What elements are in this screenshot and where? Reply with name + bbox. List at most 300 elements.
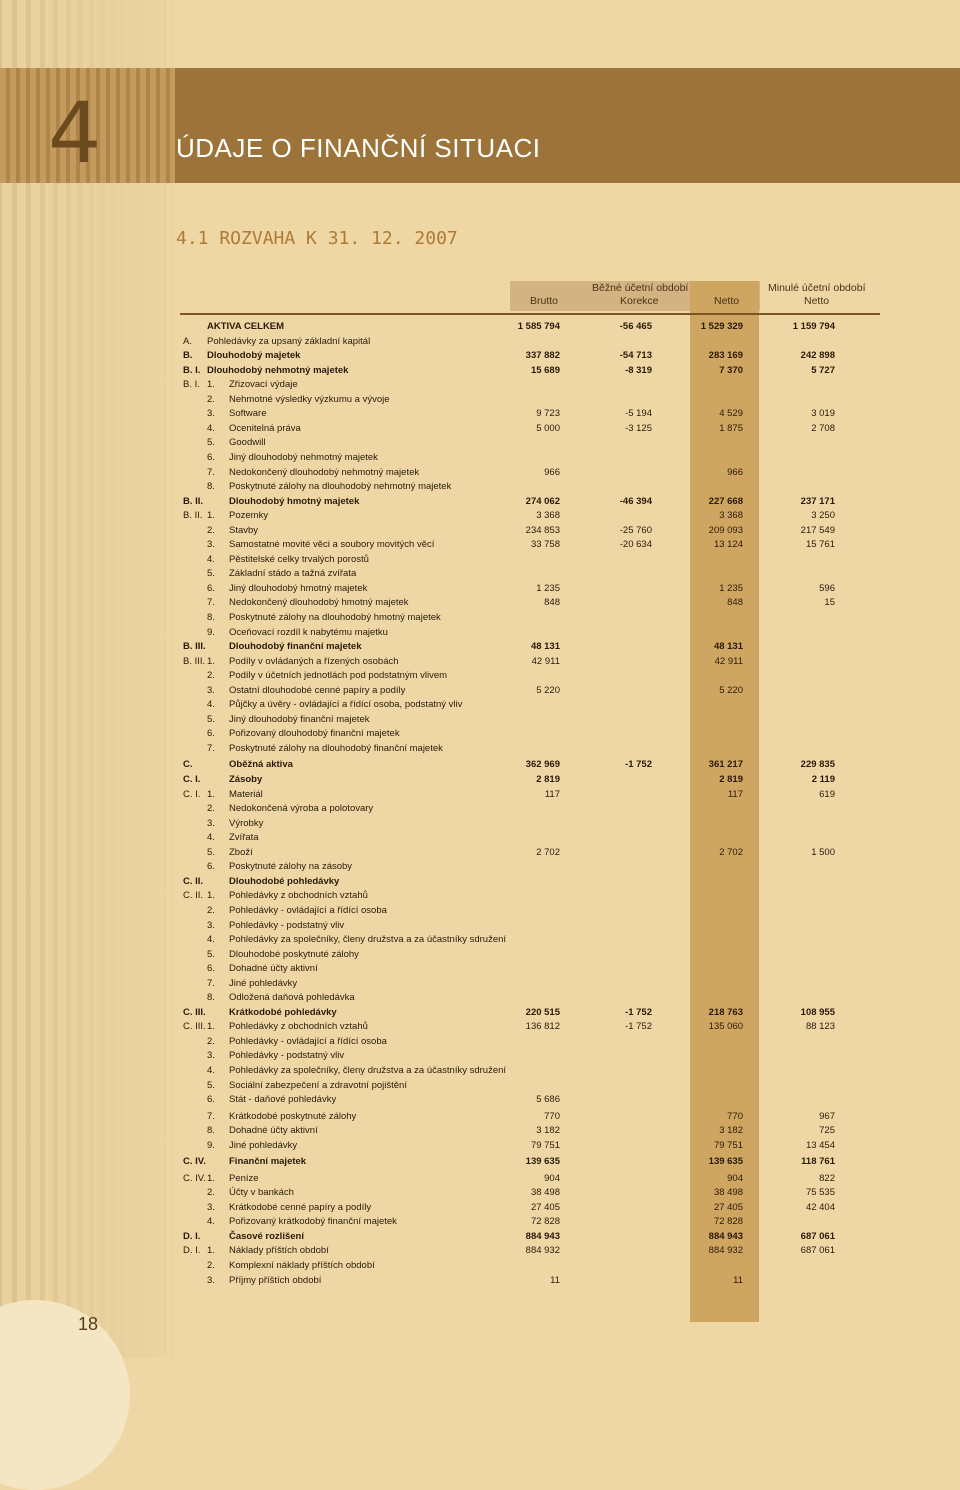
- value-brutto: 72 828: [530, 1216, 560, 1228]
- table-row: [0, 1079, 960, 1093]
- row-label: Zboží: [229, 846, 253, 858]
- row-label: Materiál: [229, 788, 263, 800]
- row-number: 4.: [207, 422, 215, 434]
- table-row: [0, 1215, 960, 1229]
- value-netto: 1 875: [719, 422, 743, 434]
- row-number: 1.: [207, 890, 215, 902]
- table-row: [0, 655, 960, 669]
- value-netto-previous: 13 454: [805, 1139, 835, 1151]
- row-number: 2.: [207, 393, 215, 405]
- value-brutto: 2 702: [536, 846, 560, 858]
- value-brutto: 38 498: [530, 1187, 560, 1199]
- header-netto: Netto: [714, 295, 740, 307]
- value-korekce: -54 713: [619, 350, 652, 362]
- value-brutto: 3 182: [536, 1125, 560, 1137]
- table-row: [0, 773, 960, 787]
- value-netto: 72 828: [713, 1216, 743, 1228]
- value-netto-previous: 687 061: [800, 1230, 835, 1242]
- row-label: Dlouhodobý nehmotný majetek: [207, 364, 349, 376]
- value-brutto: 3 368: [536, 510, 560, 522]
- value-netto-previous: 687 061: [800, 1245, 835, 1257]
- row-label: Pozemky: [229, 510, 269, 522]
- row-label: Zásoby: [229, 774, 263, 785]
- value-netto: 3 182: [719, 1125, 743, 1137]
- table-row: [0, 495, 960, 509]
- value-brutto: 42 911: [531, 655, 560, 667]
- row-code: C. IV.: [183, 1156, 206, 1168]
- row-label: Pořizovaný krátkodobý finanční majetek: [229, 1216, 397, 1228]
- row-code: B. II.: [183, 510, 203, 522]
- row-code: B. III.: [183, 641, 206, 653]
- table-row: [0, 1259, 960, 1273]
- row-label: Oběžná aktiva: [229, 759, 293, 771]
- row-code: C. I.: [183, 774, 201, 785]
- row-label: Stát - daňové pohledávky: [229, 1094, 337, 1106]
- row-code: B. I.: [183, 379, 200, 391]
- table-row: [0, 1244, 960, 1258]
- value-brutto: 79 751: [530, 1139, 560, 1151]
- row-label: Náklady příštích období: [229, 1245, 329, 1257]
- value-netto: 218 763: [708, 1006, 743, 1018]
- table-row: [0, 875, 960, 889]
- row-label: Podíly v účetních jednotlách pod podstatným vlivem: [229, 670, 448, 682]
- value-brutto: 770: [544, 1110, 560, 1122]
- table-row: [0, 889, 960, 903]
- value-brutto: 15 689: [530, 364, 560, 376]
- row-label: Nedokončená výroba a polotovary: [229, 803, 374, 815]
- row-number: 4.: [207, 1216, 215, 1228]
- row-label: Dlouhodobý majetek: [207, 350, 301, 362]
- row-number: 5.: [207, 1079, 215, 1091]
- row-number: 2.: [207, 1260, 215, 1271]
- row-label: Pěstitelské celky trvalých porostů: [229, 553, 369, 565]
- row-label: Komplexní náklady příštích období: [229, 1260, 375, 1271]
- value-brutto: 966: [544, 466, 560, 478]
- value-netto-previous: 3 250: [811, 510, 835, 522]
- table-row: [0, 509, 960, 523]
- value-netto-previous: 217 549: [800, 524, 835, 536]
- table-row: [0, 1172, 960, 1186]
- value-netto: 4 529: [719, 408, 743, 420]
- table-row: [0, 1155, 960, 1169]
- value-korekce: -56 465: [619, 321, 652, 332]
- table-row: [0, 582, 960, 596]
- value-netto: 11: [733, 1274, 743, 1286]
- table-row: [0, 320, 960, 334]
- table-row: [0, 378, 960, 392]
- value-brutto: 11: [550, 1274, 560, 1286]
- row-code: B. I.: [183, 364, 201, 376]
- row-label: Podíly v ovládaných a řízených osobách: [229, 655, 399, 667]
- table-row: [0, 1064, 960, 1078]
- table-row: [0, 626, 960, 640]
- row-number: 9.: [207, 626, 215, 638]
- table-row: [0, 1110, 960, 1124]
- table-row: [0, 933, 960, 947]
- row-label: Příjmy příštích období: [229, 1274, 322, 1286]
- row-label: Pohledávky - podstatný vliv: [229, 919, 345, 931]
- chapter-title: ÚDAJE O FINANČNÍ SITUACI: [176, 133, 541, 163]
- value-netto-previous: 242 898: [800, 350, 835, 362]
- row-label: Software: [229, 408, 267, 420]
- table-row: [0, 611, 960, 625]
- table-row: [0, 669, 960, 683]
- row-code: C. II.: [183, 875, 204, 887]
- value-netto-previous: 5 727: [811, 364, 835, 376]
- row-number: 7.: [207, 466, 215, 478]
- value-brutto: 1 235: [536, 582, 560, 594]
- row-number: 3.: [207, 684, 215, 696]
- row-number: 5.: [207, 437, 215, 449]
- value-netto: 5 220: [719, 684, 743, 696]
- table-row: [0, 407, 960, 421]
- chapter-number: 4: [48, 84, 100, 182]
- table-row: [0, 349, 960, 363]
- row-number: 6.: [207, 1094, 215, 1106]
- row-label: Nedokončený dlouhodobý nehmotný majetek: [229, 466, 420, 478]
- row-label: Poskytnuté zálohy na dlouhodobý hmotný majetek: [229, 612, 441, 623]
- row-number: 8.: [207, 1125, 215, 1137]
- table-row: [0, 1186, 960, 1200]
- value-netto: 283 169: [708, 350, 743, 362]
- header-rule: [180, 313, 880, 315]
- row-code: C. II.: [183, 890, 204, 902]
- row-number: 7.: [207, 597, 215, 609]
- value-netto: 117: [727, 788, 743, 800]
- value-netto: 209 093: [708, 524, 743, 536]
- header-current-period: Běžné účetní období: [592, 282, 689, 294]
- row-label: AKTIVA CELKEM: [207, 321, 285, 332]
- row-label: Samostatné movité věci a soubory movitých věcí: [229, 539, 435, 551]
- value-brutto: 136 812: [525, 1021, 560, 1033]
- value-brutto: 9 723: [536, 408, 560, 420]
- value-brutto: 220 515: [525, 1006, 560, 1018]
- header-band: [0, 68, 960, 183]
- table-row: [0, 1230, 960, 1244]
- row-code: B.: [183, 350, 193, 362]
- table-row: [0, 713, 960, 727]
- row-label: Odložená daňová pohledávka: [229, 992, 355, 1004]
- value-korekce: -8 319: [625, 364, 652, 376]
- row-label: Dohadné účty aktivní: [229, 1125, 318, 1137]
- table-row: [0, 802, 960, 816]
- row-number: 7.: [207, 742, 215, 754]
- row-code: B. II.: [183, 495, 204, 507]
- row-number: 5.: [207, 948, 215, 960]
- row-label: Poskytnuté zálohy na dlouhodobý finanční majetek: [229, 742, 443, 754]
- row-code: D. I.: [183, 1245, 201, 1257]
- table-row: [0, 977, 960, 991]
- row-code: C. III.: [183, 1021, 206, 1033]
- value-netto: 135 060: [708, 1021, 743, 1033]
- row-number: 3.: [207, 1274, 215, 1286]
- row-number: 6.: [207, 963, 215, 975]
- value-netto: 848: [727, 597, 743, 609]
- row-number: 1.: [207, 655, 215, 667]
- table-row: [0, 553, 960, 567]
- row-label: Dlouhodobé poskytnuté zálohy: [229, 948, 359, 960]
- row-number: 3.: [207, 539, 215, 551]
- value-brutto: 904: [544, 1172, 560, 1184]
- row-number: 3.: [207, 408, 215, 420]
- table-row: [0, 742, 960, 756]
- value-netto-previous: 108 955: [800, 1006, 835, 1018]
- row-number: 4.: [207, 553, 215, 565]
- value-netto: 13 124: [713, 539, 743, 551]
- table-row: [0, 436, 960, 450]
- value-netto: 770: [727, 1110, 743, 1122]
- header-korekce: Korekce: [620, 295, 659, 307]
- row-label: Sociální zabezpečení a zdravotní pojištění: [229, 1079, 407, 1091]
- row-number: 8.: [207, 481, 215, 493]
- row-number: 5.: [207, 568, 215, 580]
- value-netto-previous: 75 535: [805, 1187, 835, 1199]
- value-netto: 48 131: [713, 641, 743, 653]
- row-label: Jiný dlouhodobý nehmotný majetek: [229, 451, 378, 463]
- value-brutto: 117: [544, 788, 560, 800]
- header-brutto: Brutto: [530, 295, 559, 307]
- value-brutto: 1 585 794: [517, 321, 560, 332]
- value-brutto: 848: [544, 597, 560, 609]
- table-row: [0, 831, 960, 845]
- value-netto-previous: 237 171: [800, 495, 835, 507]
- row-label: Pohledávky - podstatný vliv: [229, 1050, 345, 1062]
- row-label: Dlouhodobý hmotný majetek: [229, 495, 360, 507]
- table-row: [0, 480, 960, 494]
- table-row: [0, 1124, 960, 1138]
- row-code: C. III.: [183, 1006, 206, 1018]
- value-brutto: 33 758: [530, 539, 560, 551]
- row-label: Pohledávky za společníky, členy družstva a za účastníky sdružení: [229, 934, 507, 946]
- value-netto: 361 217: [708, 759, 743, 771]
- value-netto-previous: 967: [819, 1110, 835, 1122]
- row-label: Krátkodobé cenné papíry a podíly: [229, 1201, 372, 1213]
- value-brutto: 5 000: [536, 422, 560, 434]
- row-number: 2.: [207, 524, 215, 536]
- row-label: Pohledávky - ovládající a řídící osoba: [229, 1035, 387, 1047]
- value-korekce: -1 752: [625, 1021, 652, 1033]
- row-number: 2.: [207, 803, 215, 815]
- value-brutto: 5 220: [536, 684, 560, 696]
- header-previous-period: Minulé účetní období: [768, 282, 866, 294]
- table-row: [0, 758, 960, 772]
- value-brutto: 139 635: [525, 1156, 560, 1168]
- value-korekce: -1 752: [625, 759, 652, 771]
- value-netto: 7 370: [719, 364, 743, 376]
- table-row: [0, 596, 960, 610]
- table-row: [0, 538, 960, 552]
- row-number: 1.: [207, 1245, 215, 1257]
- row-label: Jiný dlouhodobý hmotný majetek: [229, 582, 368, 594]
- value-brutto: 48 131: [530, 641, 560, 653]
- table-row: [0, 788, 960, 802]
- row-number: 4.: [207, 699, 215, 711]
- table-row: [0, 364, 960, 378]
- table-row: [0, 567, 960, 581]
- row-number: 2.: [207, 670, 215, 682]
- value-netto-previous: 596: [819, 582, 835, 594]
- row-number: 7.: [207, 1110, 215, 1122]
- value-netto: 884 932: [708, 1245, 743, 1257]
- table-row: [0, 451, 960, 465]
- table-row: [0, 1274, 960, 1288]
- value-netto: 1 529 329: [700, 321, 743, 332]
- row-label: Pohledávky z obchodních vztahů: [229, 890, 368, 902]
- row-label: Ocenitelná práva: [229, 422, 301, 434]
- section-title: 4.1 ROZVAHA K 31. 12. 2007: [176, 228, 458, 249]
- row-code: D. I.: [183, 1230, 201, 1242]
- row-label: Pohledávky z obchodních vztahů: [229, 1021, 368, 1033]
- table-row: [0, 1006, 960, 1020]
- value-brutto: 274 062: [525, 495, 560, 507]
- row-label: Nehmotné výsledky výzkumu a vývoje: [229, 393, 390, 405]
- row-label: Dohadné účty aktivní: [229, 963, 318, 975]
- value-netto-previous: 88 123: [805, 1021, 835, 1033]
- row-label: Poskytnuté zálohy na dlouhodobý nehmotný majetek: [229, 481, 452, 493]
- row-label: Pohledávky - ovládající a řídící osoba: [229, 904, 387, 916]
- table-row: [0, 904, 960, 918]
- value-netto: 227 668: [708, 495, 743, 507]
- row-number: 4.: [207, 832, 215, 844]
- value-brutto: 5 686: [536, 1094, 560, 1106]
- table-row: [0, 524, 960, 538]
- row-label: Goodwill: [229, 437, 266, 449]
- row-number: 6.: [207, 861, 215, 873]
- row-label: Finanční majetek: [229, 1156, 307, 1168]
- value-netto-previous: 118 761: [801, 1156, 835, 1168]
- row-label: Stavby: [229, 524, 259, 536]
- table-row: [0, 846, 960, 860]
- table-row: [0, 1035, 960, 1049]
- row-number: 2.: [207, 1035, 215, 1047]
- row-label: Ostatní dlouhodobé cenné papíry a podíly: [229, 684, 406, 696]
- value-netto: 139 635: [708, 1156, 743, 1168]
- row-label: Jiný dlouhodobý finanční majetek: [229, 713, 370, 725]
- row-label: Nedokončený dlouhodobý hmotný majetek: [229, 597, 409, 609]
- row-number: 1.: [207, 1021, 215, 1033]
- value-netto-previous: 2 708: [811, 422, 835, 434]
- row-label: Jiné pohledávky: [229, 977, 298, 989]
- value-netto: 27 405: [713, 1201, 743, 1213]
- row-label: Půjčky a úvěry - ovládající a řídící osoba, podstatný vliv: [229, 699, 463, 711]
- row-number: 1.: [207, 379, 215, 391]
- value-netto-previous: 42 404: [805, 1201, 835, 1213]
- value-netto: 884 943: [708, 1230, 743, 1242]
- row-label: Zvířata: [229, 832, 259, 844]
- table-row: [0, 962, 960, 976]
- row-number: 5.: [207, 846, 215, 858]
- value-korekce: -5 194: [625, 408, 652, 420]
- table-row: [0, 1093, 960, 1107]
- value-netto-previous: 1 500: [811, 846, 835, 858]
- row-number: 8.: [207, 992, 215, 1004]
- table-row: [0, 640, 960, 654]
- value-netto: 38 498: [713, 1187, 743, 1199]
- value-korekce: -46 394: [619, 495, 652, 507]
- value-netto-previous: 2 119: [811, 774, 835, 785]
- value-netto-previous: 1 159 794: [792, 321, 835, 332]
- row-label: Oceňovací rozdíl k nabytému majetku: [229, 626, 388, 638]
- row-label: Pořizovaný dlouhodobý finanční majetek: [229, 728, 400, 740]
- value-netto: 2 819: [719, 774, 743, 785]
- row-code: C. I.: [183, 788, 201, 800]
- row-label: Poskytnuté zálohy na zásoby: [229, 861, 353, 873]
- row-label: Základní stádo a tažná zvířata: [229, 568, 357, 580]
- row-code: A.: [183, 335, 192, 347]
- table-row: [0, 727, 960, 741]
- table-row: [0, 335, 960, 349]
- table-row: [0, 1049, 960, 1063]
- value-netto-previous: 229 835: [800, 759, 835, 771]
- value-netto: 2 702: [719, 846, 743, 858]
- table-row: [0, 422, 960, 436]
- row-number: 6.: [207, 582, 215, 594]
- row-number: 7.: [207, 977, 215, 989]
- table-row: [0, 684, 960, 698]
- value-brutto: 362 969: [525, 759, 560, 771]
- table-row: [0, 1201, 960, 1215]
- value-netto-previous: 725: [819, 1125, 835, 1137]
- row-number: 3.: [207, 1201, 215, 1213]
- table-row: [0, 919, 960, 933]
- row-label: Účty v bankách: [229, 1187, 294, 1199]
- table-row: [0, 991, 960, 1005]
- row-number: 3.: [207, 919, 215, 931]
- value-brutto: 234 853: [525, 524, 560, 536]
- row-number: 4.: [207, 1065, 215, 1076]
- row-number: 5.: [207, 713, 215, 725]
- row-code: B. III.: [183, 655, 206, 667]
- row-label: Krátkodobé pohledávky: [229, 1006, 337, 1018]
- value-netto-previous: 3 019: [811, 408, 835, 420]
- value-netto: 966: [727, 466, 743, 478]
- value-netto: 42 911: [714, 655, 743, 667]
- row-number: 8.: [207, 612, 215, 623]
- value-brutto: 884 943: [525, 1230, 560, 1242]
- value-brutto: 2 819: [536, 774, 560, 785]
- value-netto-previous: 619: [819, 788, 835, 800]
- table-row: [0, 817, 960, 831]
- page-number: 18: [78, 1314, 99, 1334]
- table-row: [0, 1139, 960, 1153]
- value-brutto: 884 932: [525, 1245, 560, 1257]
- header-netto-previous: Netto: [804, 295, 830, 307]
- table-row: [0, 948, 960, 962]
- value-korekce: -1 752: [625, 1006, 652, 1018]
- row-number: 1.: [207, 510, 215, 522]
- row-label: Pohledávky za upsaný základní kapitál: [207, 335, 371, 347]
- value-korekce: -3 125: [625, 422, 652, 434]
- row-number: 6.: [207, 728, 215, 740]
- row-code: C.: [183, 759, 193, 771]
- row-number: 3.: [207, 1050, 215, 1062]
- table-row: [0, 393, 960, 407]
- value-netto: 904: [727, 1172, 743, 1184]
- row-label: Dlouhodobý finanční majetek: [229, 641, 362, 653]
- value-korekce: -20 634: [619, 539, 652, 551]
- value-netto-previous: 15: [824, 597, 835, 609]
- value-netto: 3 368: [719, 510, 743, 522]
- value-netto: 79 751: [713, 1139, 743, 1151]
- row-number: 9.: [207, 1139, 215, 1151]
- table-row: [0, 1020, 960, 1034]
- row-code: C. IV.: [183, 1172, 206, 1184]
- row-label: Peníze: [229, 1172, 259, 1184]
- value-netto-previous: 822: [819, 1172, 835, 1184]
- row-label: Zřizovací výdaje: [229, 379, 298, 391]
- row-label: Výrobky: [229, 817, 264, 829]
- row-number: 6.: [207, 451, 215, 463]
